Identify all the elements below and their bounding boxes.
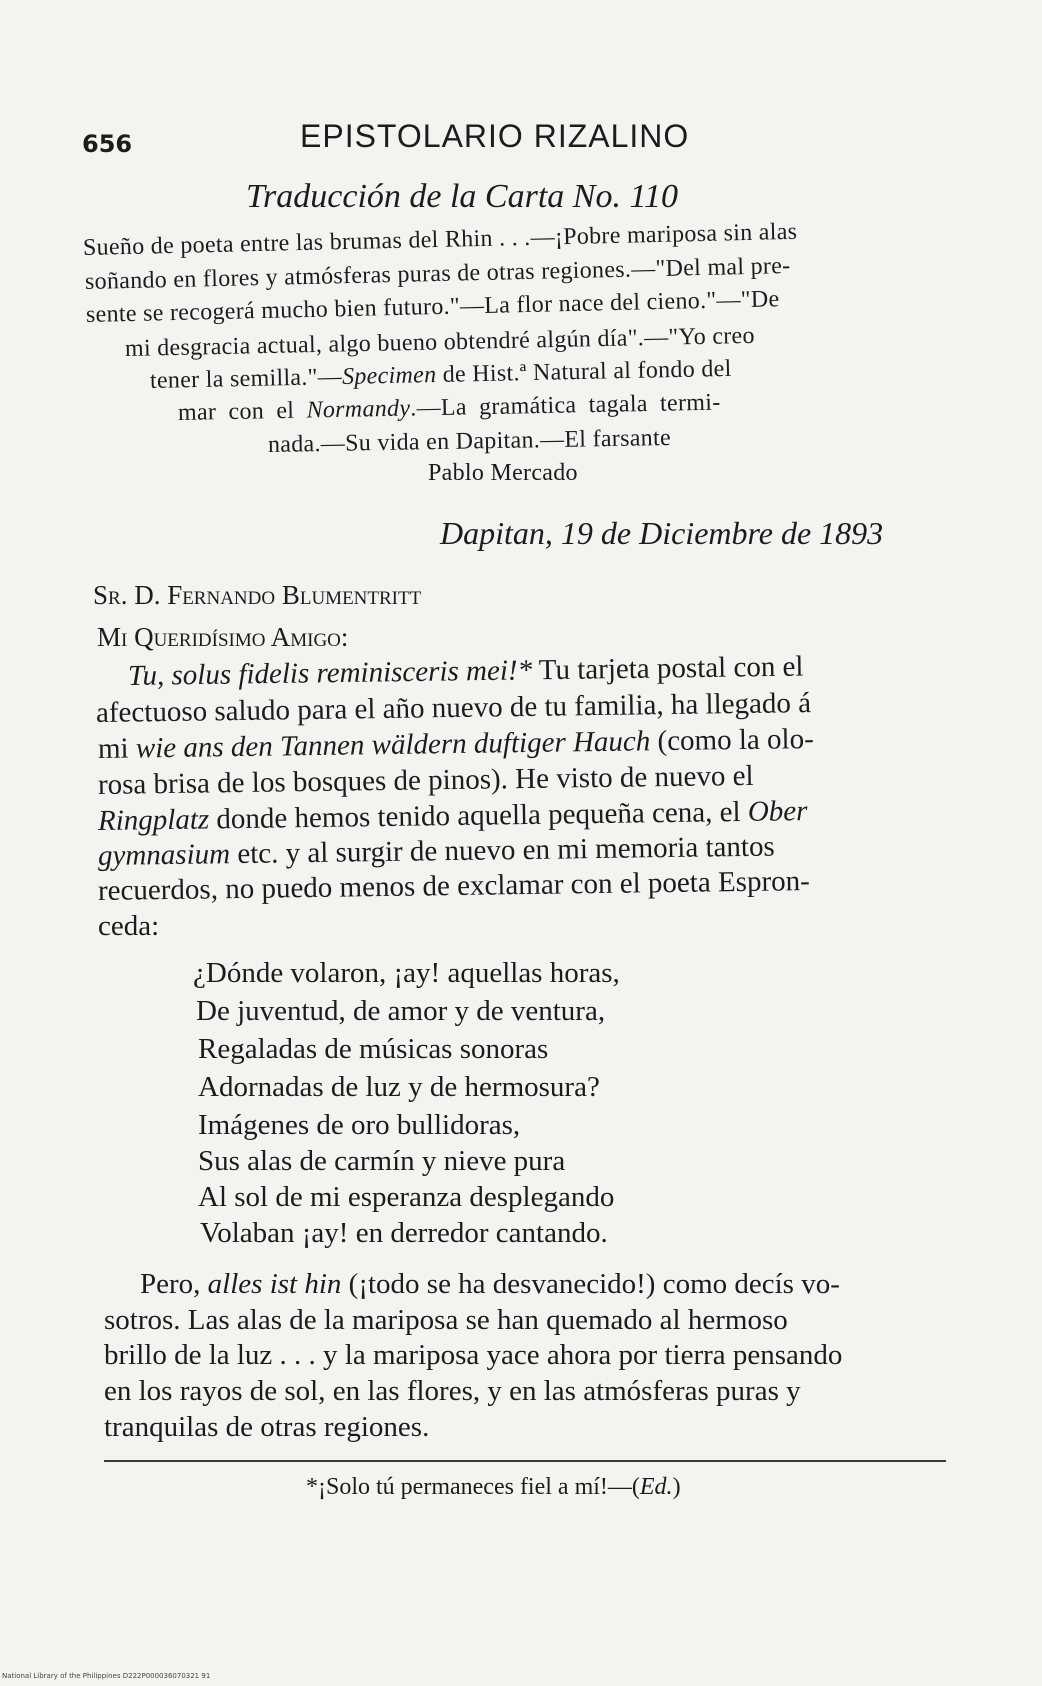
body-line: mi wie ans den Tannen wäldern duftiger Hauch (como la olo-: [97, 723, 814, 765]
summary-line: mi desgracia actual, algo bueno obtendré algún día".—"Yo creo: [124, 322, 756, 362]
footnote: *¡Solo tú permaneces fiel a mí!—(Ed.): [306, 1474, 681, 1500]
body-line: ceda:: [98, 910, 160, 942]
body-line: sotros. Las alas de la mariposa se han quemado al hermoso: [104, 1304, 788, 1336]
summary-line: soñando en flores y atmósferas puras de otras regiones.—"Del mal pre-: [84, 252, 791, 295]
body-line: Pero, alles ist hin (¡todo se ha desvanecido!) como decís vo-: [140, 1268, 840, 1300]
verse-line: Imágenes de oro bullidoras,: [198, 1109, 521, 1141]
verse-line: Al sol de mi esperanza desplegando: [198, 1181, 615, 1213]
body-line: Ringplatz donde hemos tenido aquella pequeña cena, el Ober: [97, 795, 808, 837]
verse-line: Volaban ¡ay! en derredor cantando.: [200, 1217, 608, 1249]
verse-line: De juventud, de amor y de ventura,: [196, 995, 606, 1027]
body-line: gymnasium etc. y al surgir de nuevo en mi memoria tantos: [97, 830, 775, 872]
summary-line: nada.—Su vida en Dapitan.—El farsante: [267, 424, 672, 458]
summary-line: Sueño de poeta entre las brumas del Rhin . . .—¡Pobre mariposa sin alas: [82, 218, 798, 261]
body-line: afectuoso saludo para el año nuevo de tu familia, ha llegado á: [95, 687, 812, 729]
letter-title: Traducción de la Carta No. 110: [246, 178, 678, 215]
summary-line: tener la semilla."—Specimen de Hist.ª Natural al fondo del: [149, 355, 732, 394]
summary-line: sente se recogerá mucho bien futuro."—La flor nace del cieno."—"De: [85, 286, 780, 328]
summary-line: mar con el Normandy.—La gramática tagala termi-: [177, 389, 721, 426]
running-head: EPISTOLARIO RIZALINO: [300, 118, 690, 154]
verse-line: Sus alas de carmín y nieve pura: [198, 1145, 566, 1177]
place-date: Dapitan, 19 de Diciembre de 1893: [440, 515, 884, 551]
greeting: Mi Queridísimo Amigo:: [97, 622, 349, 652]
body-line: en los rayos de sol, en las flores, y en las atmósferas puras y: [104, 1375, 801, 1407]
summary-line: Pablo Mercado: [428, 460, 578, 486]
body-line: rosa brisa de los bosques de pinos). He visto de nuevo el: [97, 759, 754, 801]
body-line: brillo de la luz . . . y la mariposa yace ahora por tierra pensando: [104, 1339, 843, 1371]
body-line: tranquilas de otras regiones.: [104, 1411, 430, 1443]
verse-line: Adornadas de luz y de hermosura?: [198, 1071, 600, 1103]
body-line: recuerdos, no puedo menos de exclamar con el poeta Espron-: [97, 865, 811, 907]
page-number: 656: [82, 130, 133, 158]
body-line: Tu, solus fidelis reminisceris mei!* Tu tarjeta postal con el: [127, 650, 804, 692]
footnote-divider: [104, 1460, 946, 1462]
verse-line: ¿Dónde volaron, ¡ay! aquellas horas,: [193, 957, 620, 989]
addressee: Sr. D. Fernando Blumentritt: [93, 580, 422, 610]
verse-line: Regaladas de músicas sonoras: [198, 1033, 549, 1065]
scan-credit: National Library of the Philippines D222P000036070321 91: [2, 1672, 211, 1680]
